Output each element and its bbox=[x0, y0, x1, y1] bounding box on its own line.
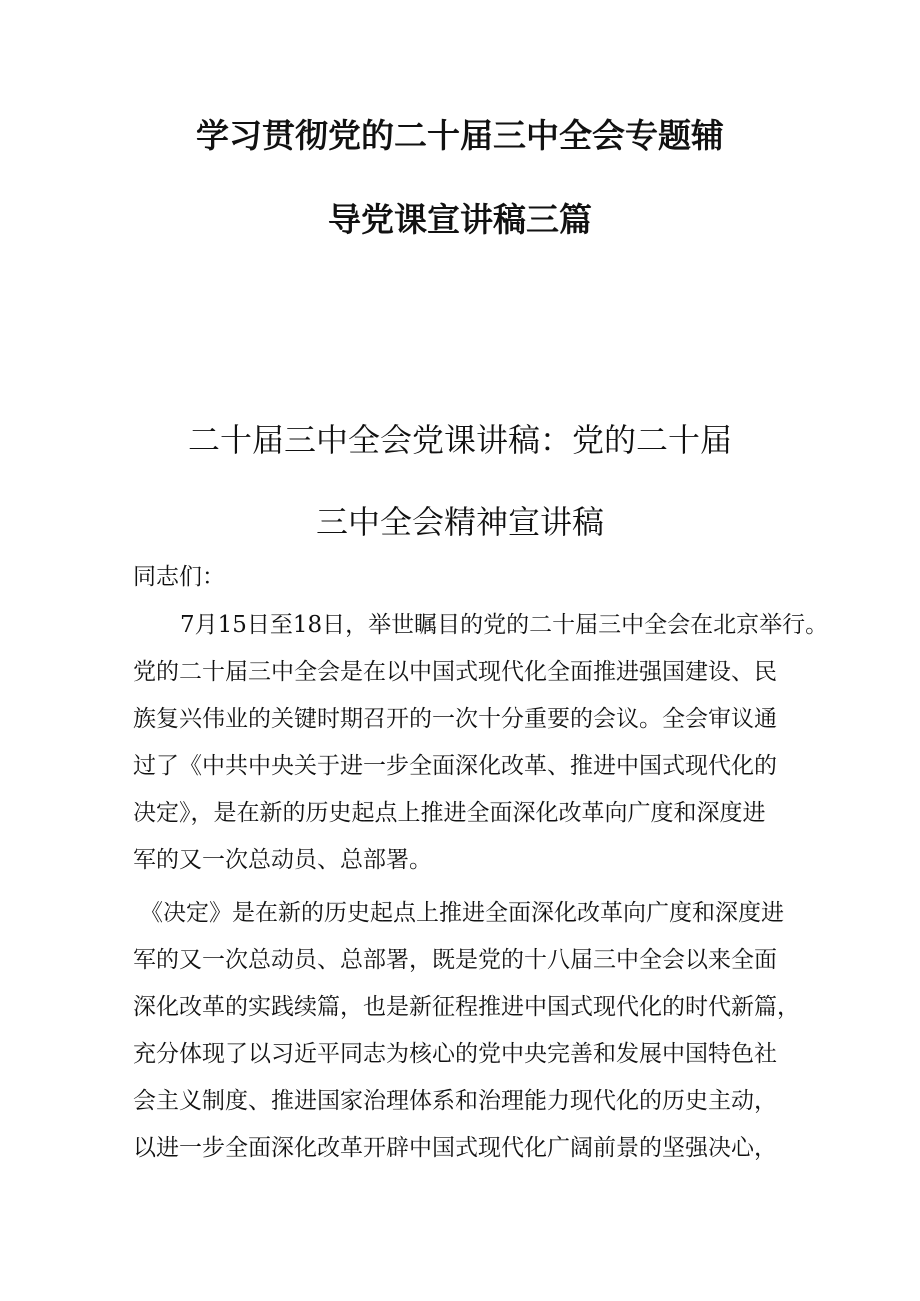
paragraph-2-line-4: 充分体现了以习近平同志为核心的党中央完善和发展中国特色社 bbox=[133, 1041, 777, 1067]
sub-title-line-1: 二十届三中全会党课讲稿：党的二十届 bbox=[187, 421, 732, 459]
paragraph-2-line-2: 军的又一次总动员、总部署，既是党的十八届三中全会以来全面 bbox=[133, 947, 777, 973]
paragraph-1-line-6: 军的又一次总动员、总部署。 bbox=[133, 847, 432, 873]
sub-title-line-2: 三中全会精神宣讲稿 bbox=[315, 503, 604, 541]
paragraph-1-line-5: 决定》，是在新的历史起点上推进全面深化改革向广度和深度进 bbox=[133, 800, 766, 826]
paragraph-2-line-6: 以进一步全面深化改革开辟中国式现代化广阔前景的坚强决心， bbox=[133, 1135, 777, 1161]
paragraph-2-line-3: 深化改革的实践续篇，也是新征程推进中国式现代化的时代新篇， bbox=[133, 994, 800, 1020]
paragraph-1-line-4: 过了《中共中央关于进一步全面深化改革、推进中国式现代化的 bbox=[133, 753, 777, 779]
paragraph-1-line-1: 7月15日至18日，举世瞩目的党的二十届三中全会在北京举行。 bbox=[180, 612, 829, 638]
paragraph-2-line-1: 《决定》是在新的历史起点上推进全面深化改革向广度和深度进 bbox=[140, 900, 784, 926]
paragraph-1-line-3: 族复兴伟业的关键时期召开的一次十分重要的会议。全会审议通 bbox=[133, 706, 777, 732]
paragraph-1-line-2: 党的二十届三中全会是在以中国式现代化全面推进强国建设、民 bbox=[133, 659, 777, 685]
paragraph-2-line-5: 会主义制度、推进国家治理体系和治理能力现代化的历史主动， bbox=[133, 1088, 777, 1114]
salutation: 同志们： bbox=[133, 564, 225, 590]
main-title-line-1: 学习贯彻党的二十届三中全会专题辅 bbox=[196, 116, 724, 155]
main-title-line-2: 导党课宣讲稿三篇 bbox=[328, 200, 592, 239]
